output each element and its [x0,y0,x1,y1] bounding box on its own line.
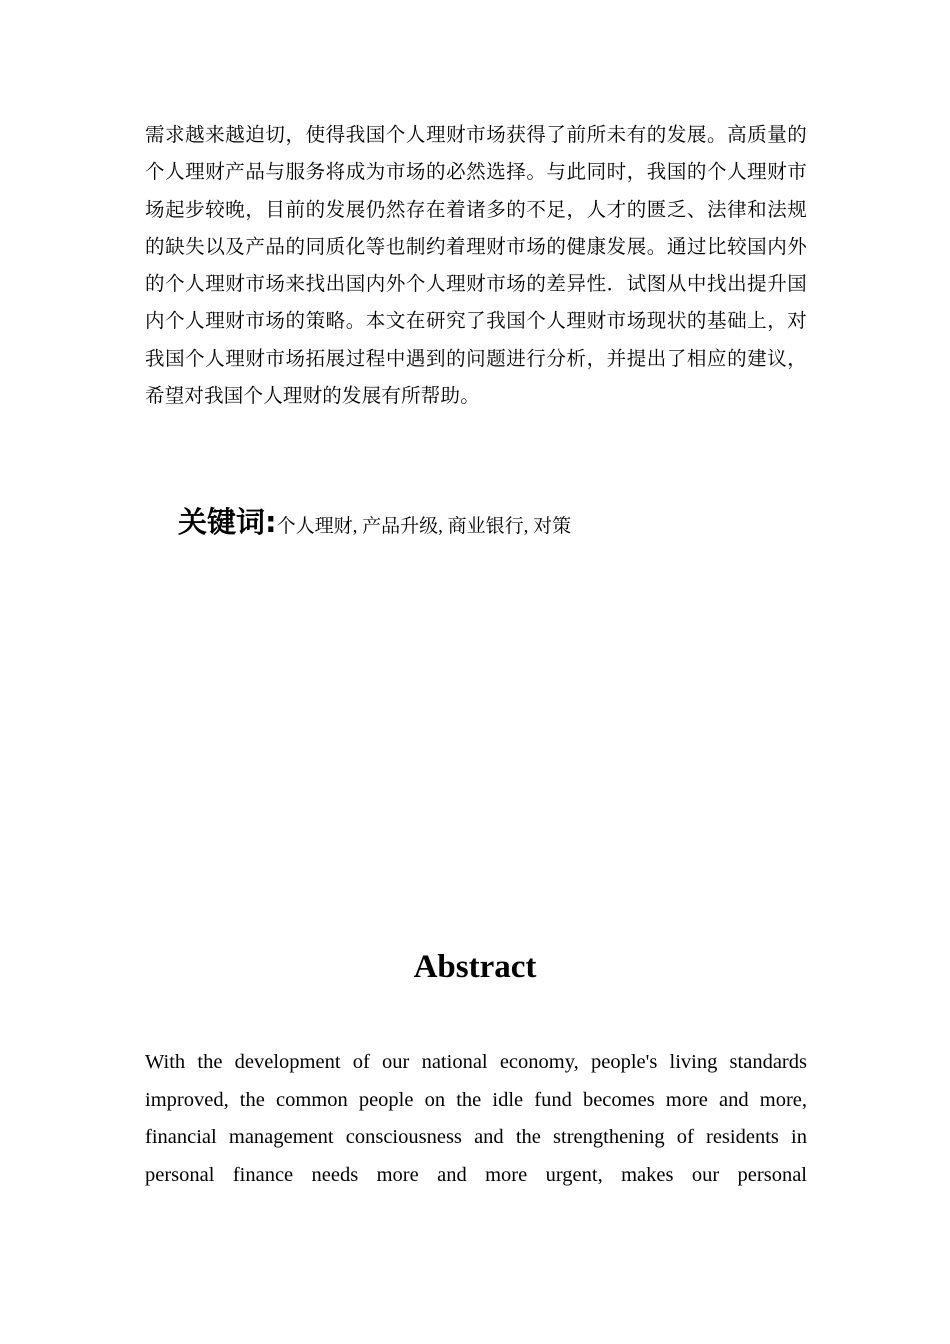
abstract-heading: Abstract [413,949,537,985]
english-abstract-paragraph: With the development of our national economy, people's living standards improved, the common people on the idle fund becomes more and more, financial management consciousness and the strengthening of residents in personal finance needs more and more urgent, makes our personal [145,1051,807,1186]
keywords-label: 关键词: [178,505,277,539]
keywords-line [178,500,798,541]
keywords-text: 个人理财, 产品升级, 商业银行, 对策 [276,516,572,537]
chinese-abstract-paragraph: 需求越来越迫切，使得我国个人理财市场获得了前所未有的发展。高质量的个人理财产品与服务将成为市场的必然选择。与此同时，我国的个人理财市场起步较晚，目前的发展仍然存在着诸多的不足，人才的匮乏、法律和法规的缺失以及产品的同质化等也制约着理财市场的健康发展。通过比较国内外的个人理财市场来找出国内外个人理财市场的差异性．试图从中找出提升国内个人理财市场的策略。本文在研究了我国个人理财市场现状的基础上，对我国个人理财市场拓展过程中遇到的问题进行分析，并提出了相应的建议，希望对我国个人理财的发展有所帮助。 [145,125,807,408]
